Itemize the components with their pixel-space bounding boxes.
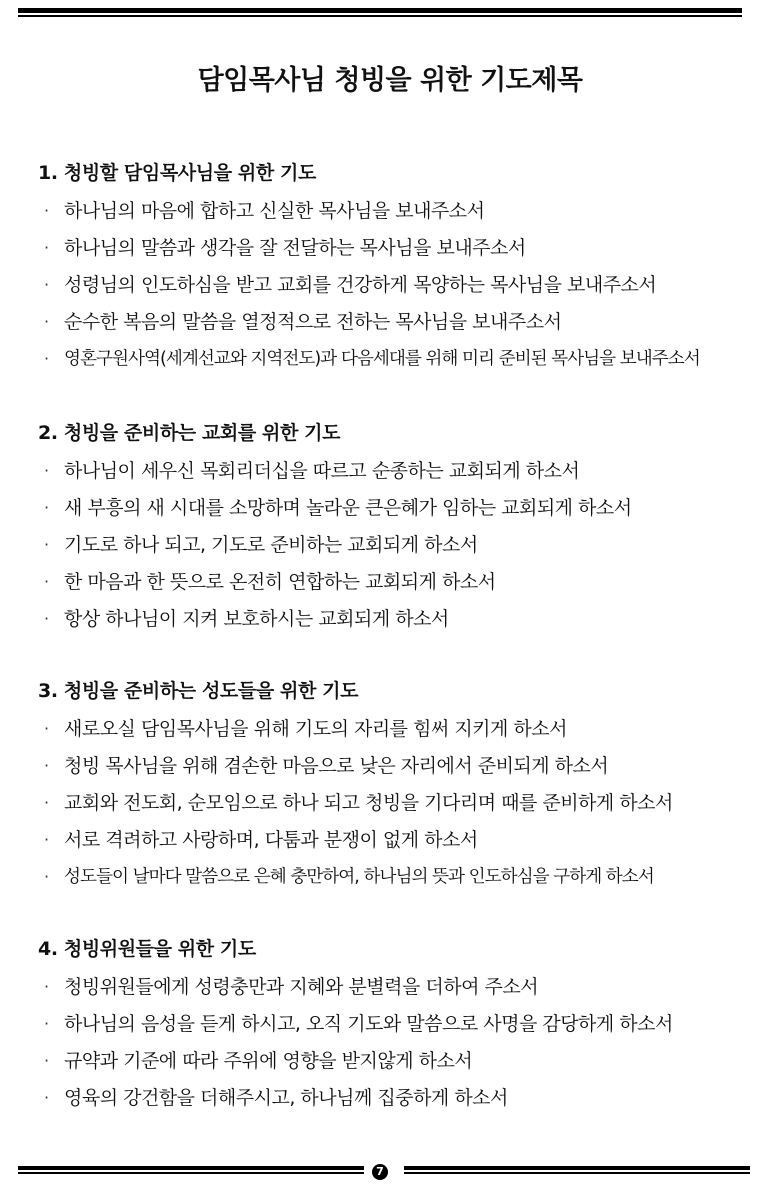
bullet-icon: · — [44, 609, 49, 628]
bullet-icon: · — [44, 1051, 49, 1070]
top-rule-thick — [18, 8, 742, 13]
bullet-icon: · — [44, 572, 49, 591]
list-item: · 하나님이 세우신 목회리더십을 따르고 순종하는 교회되게 하소서 — [38, 456, 750, 493]
section-heading — [38, 676, 750, 706]
list-item: · 하나님의 말씀과 생각을 잘 전달하는 목사님을 보내주소서 — [38, 233, 750, 270]
section-title: 청빙을 준비하는 성도들을 위한 기도 — [63, 680, 359, 702]
list-item: · 서로 격려하고 사랑하며, 다툼과 분쟁이 없게 하소서 — [38, 825, 750, 862]
list-item: · 청빙위원들에게 성령충만과 지혜와 분별력을 더하여 주소서 — [38, 972, 750, 1009]
section-heading — [38, 158, 750, 188]
list-item: · 한 마음과 한 뜻으로 온전히 연합하는 교회되게 하소서 — [38, 567, 750, 604]
section-title: 청빙위원들을 위한 기도 — [63, 938, 256, 960]
list-item: · 영육의 강건함을 더해주시고, 하나님께 집중하게 하소서 — [38, 1083, 750, 1120]
bullet-icon: · — [44, 977, 49, 996]
section-heading — [38, 418, 750, 448]
page-number: 7 — [372, 1164, 388, 1180]
bullet-icon: · — [44, 201, 49, 220]
top-rule-thin — [18, 15, 742, 17]
page-title: 담임목사님 청빙을 위한 기도제목 — [197, 65, 583, 96]
section-number: 2. — [38, 422, 58, 444]
bullet-icon: · — [44, 719, 49, 738]
bullet-icon: · — [44, 498, 49, 517]
list-item: · 교회와 전도회, 순모임으로 하나 되고 청빙을 기다리며 때를 준비하게 하소서 — [38, 788, 750, 825]
bullet-icon: · — [44, 867, 49, 886]
top-rule — [18, 8, 742, 17]
list-item: · 성도들이 날마다 말씀으로 은혜 충만하여, 하나님의 뜻과 인도하심을 구하게 하소서 — [38, 862, 750, 899]
bullet-icon: · — [44, 830, 49, 849]
footer-rule — [18, 1164, 750, 1184]
bullet-icon: · — [44, 461, 49, 480]
list-item: · 새 부흥의 새 시대를 소망하며 놀라운 큰은혜가 임하는 교회되게 하소서 — [38, 493, 750, 530]
bullet-icon: · — [44, 756, 49, 775]
list-item: · 항상 하나님이 지켜 보호하시는 교회되게 하소서 — [38, 604, 750, 641]
section-items — [38, 714, 750, 899]
list-item: · 기도로 하나 되고, 기도로 준비하는 교회되게 하소서 — [38, 530, 750, 567]
bullet-icon: · — [44, 238, 49, 257]
section-items — [38, 196, 750, 381]
section-2 — [38, 418, 750, 641]
bullet-icon: · — [44, 349, 49, 368]
bullet-icon: · — [44, 1088, 49, 1107]
footer-rule-left — [18, 1166, 364, 1176]
section-number: 3. — [38, 680, 58, 702]
list-item: · 하나님의 음성을 듣게 하시고, 오직 기도와 말씀으로 사명을 감당하게 하소서 — [38, 1009, 750, 1046]
list-item: · 청빙 목사님을 위해 겸손한 마음으로 낮은 자리에서 준비되게 하소서 — [38, 751, 750, 788]
footer-rule-right — [404, 1166, 750, 1176]
bullet-icon: · — [44, 793, 49, 812]
section-title: 청빙을 준비하는 교회를 위한 기도 — [63, 422, 341, 444]
section-title: 청빙할 담임목사님을 위한 기도 — [63, 162, 316, 184]
section-number: 1. — [38, 162, 58, 184]
list-item: · 성령님의 인도하심을 받고 교회를 건강하게 목양하는 목사님을 보내주소서 — [38, 270, 750, 307]
bullet-icon: · — [44, 1014, 49, 1033]
list-item: · 새로오실 담임목사님을 위해 기도의 자리를 힘써 지키게 하소서 — [38, 714, 750, 751]
list-item: · 순수한 복음의 말씀을 열정적으로 전하는 목사님을 보내주소서 — [38, 307, 750, 344]
list-item: · 하나님의 마음에 합하고 신실한 목사님을 보내주소서 — [38, 196, 750, 233]
bullet-icon: · — [44, 275, 49, 294]
section-1 — [38, 158, 750, 381]
bullet-icon: · — [44, 535, 49, 554]
section-number: 4. — [38, 938, 58, 960]
section-3 — [38, 676, 750, 899]
section-heading — [38, 934, 750, 964]
section-items — [38, 972, 750, 1120]
list-item: · 영혼구원사역(세계선교와 지역전도)과 다음세대를 위해 미리 준비된 목사님을 보내주소서 — [38, 344, 750, 381]
section-items — [38, 456, 750, 641]
bullet-icon: · — [44, 312, 49, 331]
section-4 — [38, 934, 750, 1120]
list-item: · 규약과 기준에 따라 주위에 영향을 받지않게 하소서 — [38, 1046, 750, 1083]
